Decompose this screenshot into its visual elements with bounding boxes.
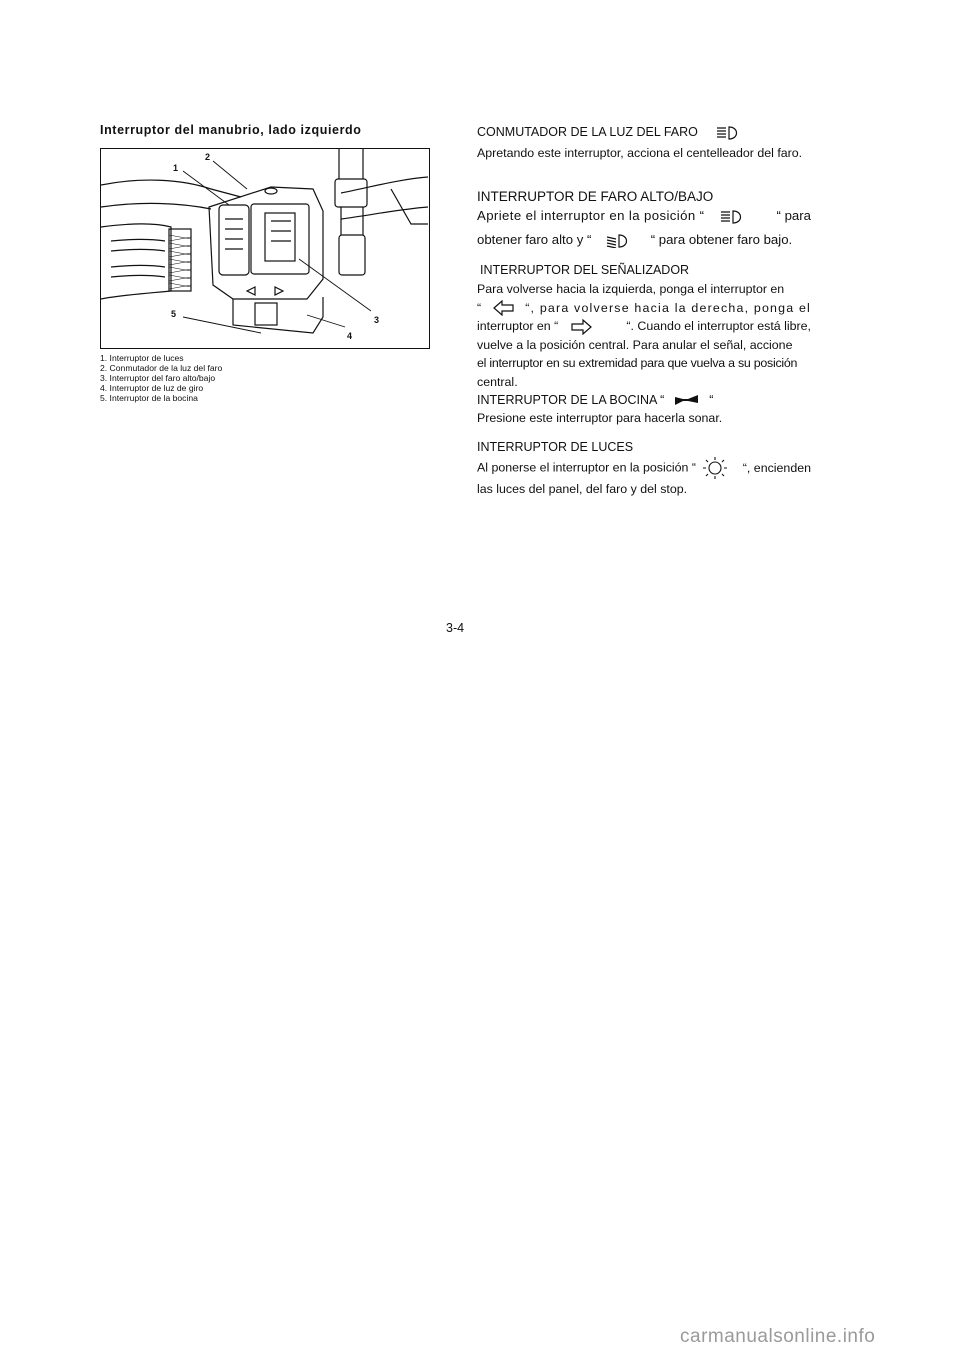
lights-text-part: “, encienden [742, 460, 811, 475]
turn-text-part: “, para volverse hacia la derecha, ponga el [525, 300, 811, 315]
handlebar-switch-illustration [100, 148, 430, 349]
dimmer-switch-text [477, 205, 811, 251]
callout-2: 2 [205, 152, 211, 162]
horn-title-part: INTERRUPTOR DE LA BOCINA “ [477, 393, 665, 407]
turn-left-icon [493, 300, 515, 316]
high-beam-icon [719, 210, 747, 224]
flash-switch-title [477, 125, 743, 140]
figure-title: Interruptor del manubrio, lado izquierdo [100, 123, 362, 137]
flash-switch-text: Apretando este interruptor, acciona el centelleador del faro. [477, 146, 803, 160]
flash-switch-title-text: CONMUTADOR DE LA LUZ DEL FARO [477, 125, 698, 139]
light-switch-text [477, 456, 811, 499]
legend-item: 1. Interruptor de luces [100, 353, 184, 363]
turn-signal-title: INTERRUPTOR DEL SEÑALIZADOR [480, 263, 690, 277]
turn-text-line: vuelve a la posición central. Para anular el señal, accione [477, 337, 793, 352]
page-number: 3-4 [446, 621, 465, 635]
dimmer-text-part: “ para [776, 208, 811, 223]
callout-3: 3 [374, 315, 380, 325]
turn-text-part: “ [477, 300, 482, 315]
high-beam-icon [715, 126, 743, 140]
light-on-icon [701, 456, 729, 480]
turn-text-line: central. [477, 374, 518, 389]
watermark: carmanualsonline.info [680, 1326, 876, 1347]
horn-switch-title [477, 393, 713, 407]
turn-text-part: “. Cuando el interruptor está libre, [626, 319, 811, 333]
handlebar-drawing [101, 149, 428, 347]
figure-legend [100, 353, 222, 403]
legend-item: 3. Interruptor del faro alto/bajo [100, 373, 216, 383]
light-switch-title: INTERRUPTOR DE LUCES [477, 440, 634, 454]
turn-right-icon [570, 319, 592, 335]
turn-text-part: interruptor en “ [477, 319, 559, 333]
callout-4: 4 [347, 331, 353, 341]
dimmer-switch-title: INTERRUPTOR DE FARO ALTO/BAJO [477, 189, 714, 204]
lights-text-line: las luces del panel, del faro y del stop. [477, 482, 688, 496]
turn-text-line: Para volverse hacia la izquierda, ponga el interruptor en [477, 282, 785, 296]
legend-item: 5. Interruptor de la bocina [100, 393, 198, 403]
low-beam-icon [605, 234, 633, 248]
horn-title-part: “ [709, 393, 714, 407]
callout-5: 5 [171, 309, 177, 319]
horn-switch-text: Presione este interruptor para hacerla sonar. [477, 411, 723, 425]
legend-item: 4. Interruptor de luz de giro [100, 383, 204, 393]
turn-text-line: el interruptor en su extremidad para que vuelva a su posición [477, 356, 798, 370]
callout-1: 1 [173, 163, 179, 173]
lights-text-part: Al ponerse el interruptor en la posición “ [477, 460, 697, 475]
legend-item: 2. Conmutador de la luz del faro [100, 363, 223, 373]
horn-icon [674, 395, 700, 407]
dimmer-text-part: “ para obtener faro bajo. [650, 232, 793, 247]
dimmer-text-part: obtener faro alto y “ [477, 232, 592, 247]
turn-signal-text [477, 280, 811, 391]
dimmer-text-part: Apriete el interruptor en la posición “ [477, 208, 705, 223]
